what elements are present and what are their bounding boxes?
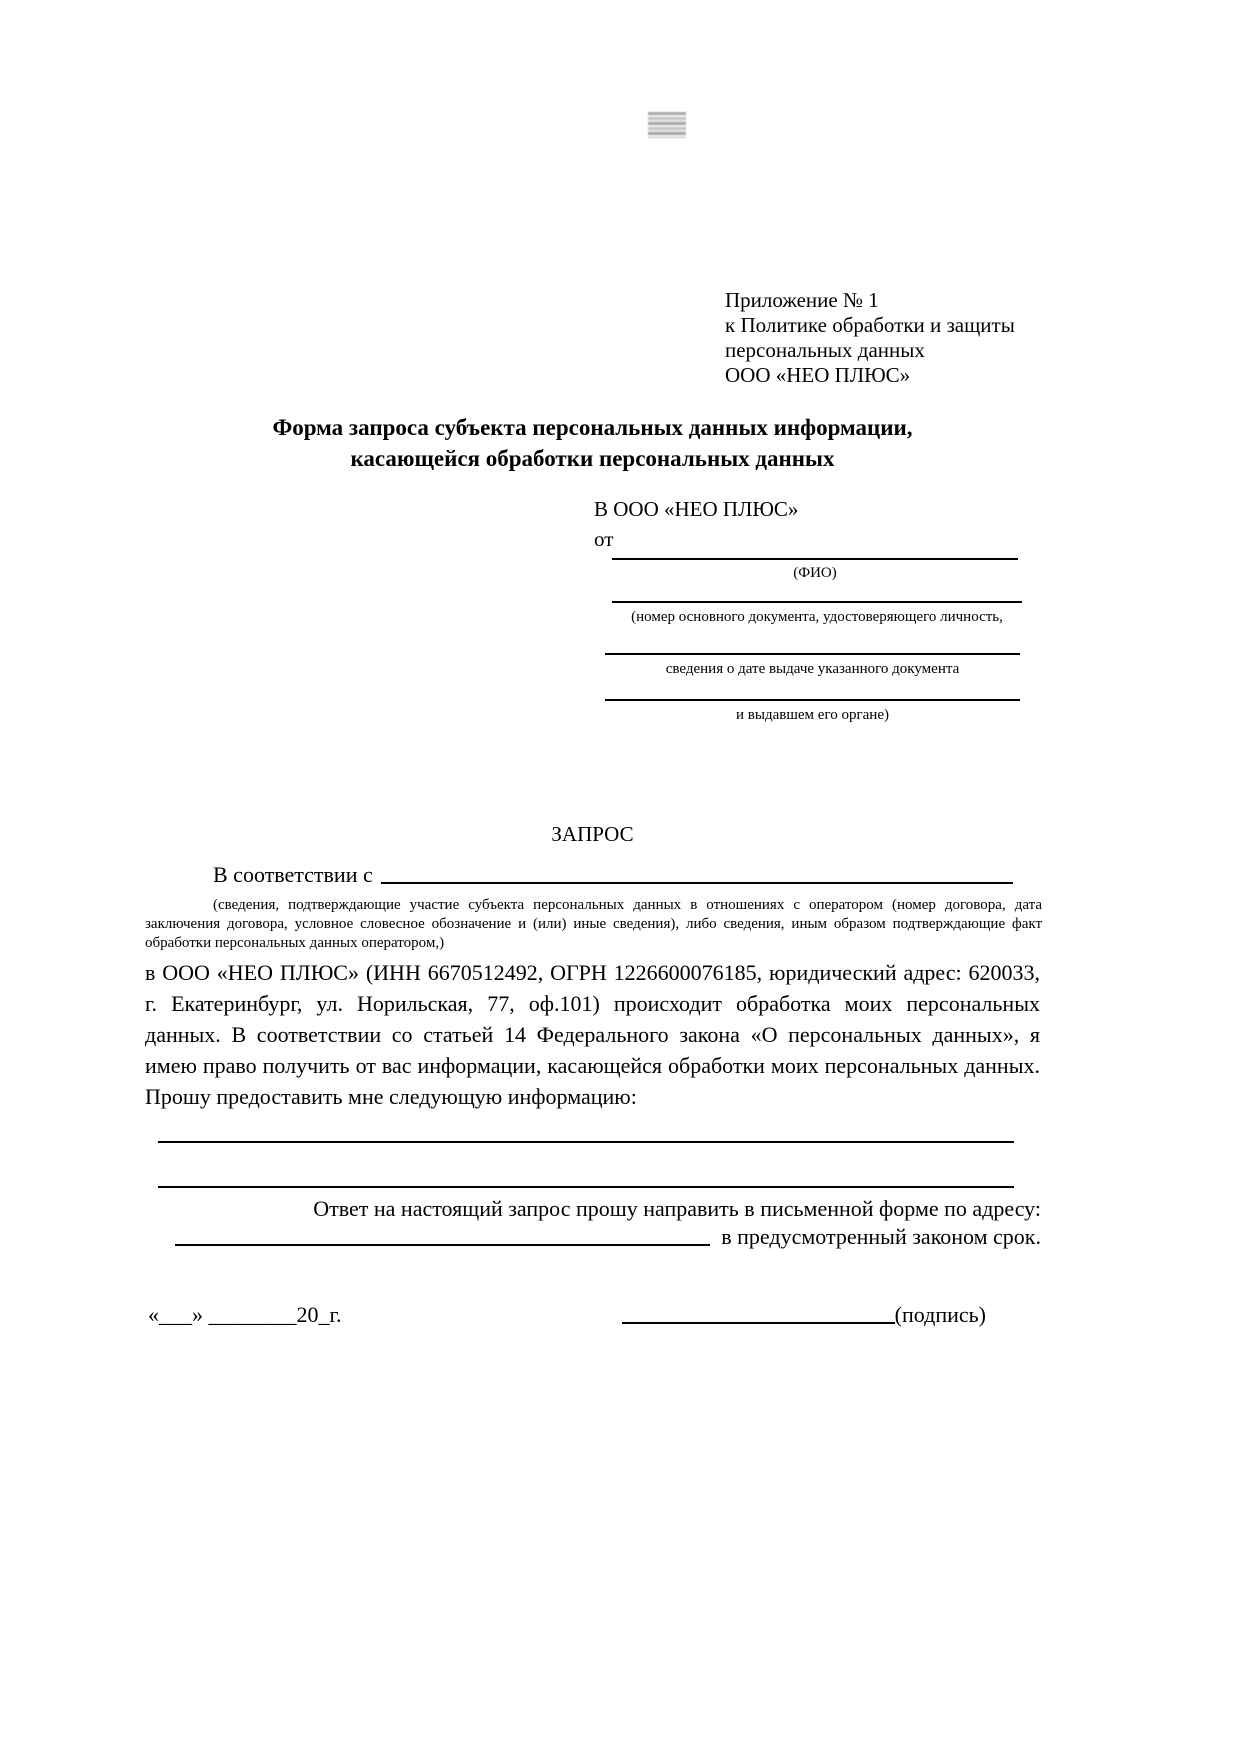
- date-blank-line[interactable]: «___» ________20_г.: [148, 1302, 342, 1327]
- document-number-field-line[interactable]: [612, 601, 1022, 603]
- document-issue-date-caption: сведения о дате выдаче указанного документа: [665, 661, 960, 677]
- signature-field-line[interactable]: [622, 1322, 895, 1324]
- requested-info-field-line-2[interactable]: [158, 1186, 1014, 1188]
- document-issuer-field-line[interactable]: [605, 699, 1020, 701]
- document-number-caption: (номер основного документа, удостоверяющего личность,: [631, 609, 1003, 625]
- footer-row: [148, 1302, 1041, 1328]
- appendix-line-2: к Политике обработки и защиты: [725, 313, 1015, 337]
- answer-tail-text: в предусмотренный законом срок.: [721, 1224, 1041, 1249]
- request-heading: ЗАПРОС: [551, 822, 634, 846]
- addressee-from-label: от: [594, 527, 614, 551]
- document-title-line-2: касающейся обработки персональных данных: [350, 446, 835, 471]
- address-field-line[interactable]: [175, 1244, 710, 1246]
- document-title: [145, 412, 1040, 474]
- appendix-line-1: Приложение № 1: [725, 288, 879, 312]
- fio-caption: (ФИО): [793, 565, 837, 581]
- document-issuer-caption: и выдавшем его органе): [736, 707, 889, 723]
- requested-info-field-line-1[interactable]: [158, 1141, 1014, 1143]
- document-issue-date-field-line[interactable]: [605, 653, 1020, 655]
- signature-group: [622, 1302, 986, 1328]
- answer-address-row: [145, 1224, 1041, 1250]
- appendix-line-3: персональных данных: [725, 338, 925, 362]
- appendix-header: [725, 288, 1045, 388]
- request-intro-label: В соответствии с: [213, 862, 373, 887]
- evidence-footnote: (сведения, подтверждающие участие субъекта персональных данных в отношениях с оператором (номер договора, дата заключения договора, условное словесное обозначение и (или) иные сведения), либо сведения, иным образом подтверждающие факт обработки персональных данных оператором,): [145, 897, 1042, 951]
- appendix-line-4: ООО «НЕО ПЛЮС»: [725, 363, 911, 387]
- blurred-logo-image: [648, 112, 686, 138]
- signature-caption: (подпись): [894, 1302, 986, 1327]
- answer-instruction: Ответ на настоящий запрос прошу направить в письменной форме по адресу:: [313, 1196, 1041, 1221]
- addressee-to: В ООО «НЕО ПЛЮС»: [594, 497, 799, 521]
- request-body-paragraph: в ООО «НЕО ПЛЮС» (ИНН 6670512492, ОГРН 1226600076185, юридический адрес: 620033, г. Екатеринбург, ул. Норильская, 77, оф.101) происходит обработка моих персональных данных. В соответствии со статьей 14 Федерального закона «О персональных данных», я имею право получить от вас информации, касающейся обработки моих персональных данных. Прошу предоставить мне следующую информацию:: [145, 960, 1040, 1109]
- document-title-line-1: Форма запроса субъекта персональных данных информации,: [272, 415, 913, 440]
- request-intro-row: [145, 862, 1013, 888]
- fio-field-line[interactable]: [612, 558, 1018, 560]
- participation-evidence-field-line[interactable]: [381, 882, 1013, 884]
